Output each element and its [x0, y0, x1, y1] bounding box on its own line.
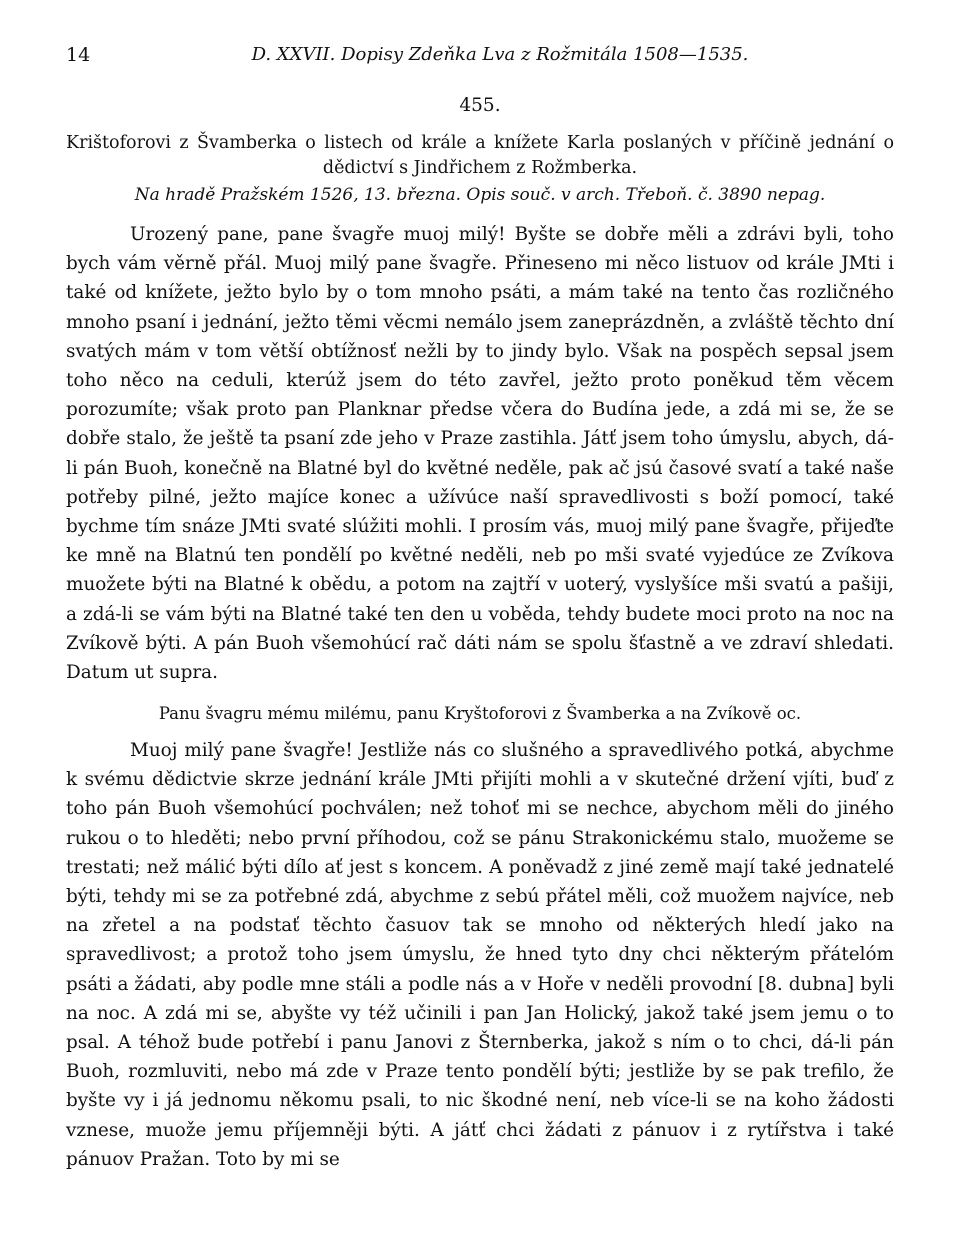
document-number: 455.	[459, 95, 501, 116]
source-note: Na hradě Pražském 1526, 13. března. Opis souč. v arch. Třeboň. č. 3890 nepag.	[134, 185, 826, 205]
page-number: 14	[66, 44, 91, 66]
letter-text: Urozený pane, pane švagře muoj milý! Byšte se dobře měli a zdrávi byli, toho bych vám věrně přál. Muoj milý pane švagře. Přineseno mi něco listuov od krále JMti i také od knížete, ježto bylo by o tom mnoho psáti, a mám také na tento čas rozličného mnoho psaní i jednání, ježto těmi věcmi nemálo jsem zaneprázdněn, a zvláště těchto dní svatých mám v tom větší obtížnosť nežli by to jindy bylo. Však na pospěch sepsal jsem toho něco na ceduli, kterúž jsem do této zavřel, ježto proto poněkud těm věcem porozumíte; však proto pan Planknar předse včera do Budína jede, a zdá mi se, že se dobře stalo, že ještě ta psaní zde jeho v Praze zastihla. Játť jsem toho úmyslu, abych, dá-li pán Buoh, konečně na Blatné byl do květné neděle, pak ač jsú časové svatí a také naše potřeby pilné, ježto majíce konec a užívúce naší spravedlivosti s boží pomocí, také bychme tím snáze JMti svaté slúžiti mohli. I prosím vás, muoj milý pane švagře, přijeďte ke mně na Blatnú ten pondělí po květné neděli, neb po mši svaté vyjedúce ze Zvíkova muožete býti na Blatné k obědu, a potom na zajtří v uoterý, vyslyšíce mši svatú a pašiji, a zdá-li se vám býti na Blatné také ten den u voběda, tehdy budete moci proto na noc na Zvíkově býti. A pán Buoh všemohúcí rač dáti nám se spolu šťastně a ve zdraví shledati. Datum ut supra.	[66, 224, 894, 684]
running-title: D. XXVII. Dopisy Zdeňka Lva z Rožmitála 1508—1535.	[251, 44, 749, 65]
regest: Krištoforovi z Švamberka o listech od krále a knížete Karla poslaných v příčině jednání o dědictví s Jindřichem z Rožmberka.	[66, 133, 894, 178]
page-header	[66, 44, 894, 74]
cedule-text: Muoj milý pane švagře! Jestliže nás co slušného a spravedlivého potká, abychme k svému dědictvie skrze jednání krále JMti přijíti mohli a v skutečné držení vjíti, buď z toho pán Buoh všemohúcí pochválen; než tohoť mi se nechce, abychom měli do jiného rukou o to hleděti; nebo první příhodou, což se pánu Strakonickému stalo, muožeme se trestati; než málić býti dílo ať jest s koncem. A poněvadž z jiné země mají také jednatelé býti, tehdy mi se za potřebné zdá, abychme z sebú přátel měli, což muožem najvíce, neb na zřetel a na podstať těchto časuov tak se mnoho od některých hledí jako na spravedlivost; a protož toho jsem úmyslu, že hned tyto dny chci některým přátelóm psáti a žádati, aby podle mne stáli a podle nás a v Hoře v neděli provodní [8. dubna] byli na noc. A zdá mi se, abyšte vy též učinili i pan Jan Holický, jakož také jsem jemu o to psal. A téhož bude potřebí i panu Janovi z Šternberka, jakož s ním o to chci, dá-li pán Buoh, rozmluviti, nebo má zde v Praze tento pondělí býti; jestliže by se pak trefilo, že byšte vy i já jednomu někomu psali, to nic škodné není, neb více-li se na koho žádosti vznese, muože jemu příjemněji býti. A játť chci žádati z pánuov i z rytířstva i také pánuov Pražan. Toto by mi se	[66, 740, 894, 1170]
address-line: Panu švagru mému milému, panu Kryštoforovi z Švamberka a na Zvíkově oc.	[158, 704, 802, 723]
